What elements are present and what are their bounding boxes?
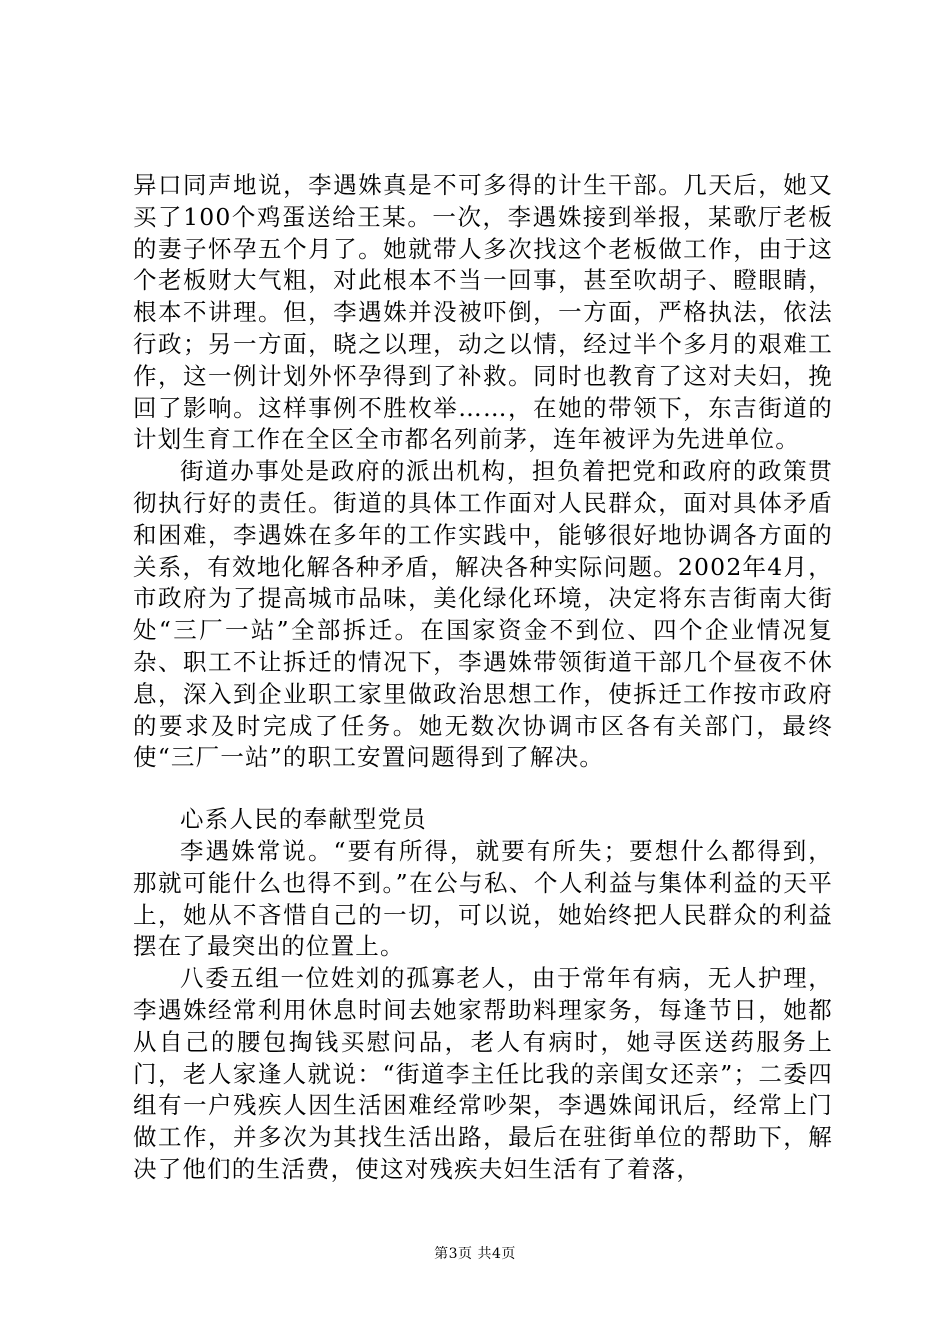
paragraph-street-office: 街道办事处是政府的派出机构，担负着把党和政府的政策贯彻执行好的责任。街道的具体工作面对人民群众，面对具体矛盾和困难，李遇姝在多年的工作实践中，能够很好地协调各方面的关系，有效地化解各种矛盾，解决各种实际问题。2002年4月，市政府为了提高城市品味，美化绿化环境，决定将东吉街南大街处“三厂一站”全部拆迁。在国家资金不到位、四个企业情况复杂、职工不让拆迁的情况下，李遇姝带领街道干部几个昼夜不休息，深入到企业职工家里做政治思想工作，使拆迁工作按市政府的要求及时完成了任务。她无数次协调市区各有关部门，最终使“三厂一站”的职工安置问题得到了解决。 (133, 457, 833, 772)
paragraph-elderly-care: 八委五组一位姓刘的孤寡老人，由于常年有病，无人护理，李遇姝经常利用休息时间去她家帮助料理家务，每逢节日，她都从自己的腰包掏钱买慰问品，老人有病时，她寻医送药服务上门，老人家逢人就说：“街道李主任比我的亲闺女还亲”；二委四组有一户残疾人因生活困难经常吵架，李遇姝闻讯后，经常上门做工作，并多次为其找生活出路，最后在驻街单位的帮助下，解决了他们的生活费，使这对残疾夫妇生活有了着落， (133, 964, 833, 1183)
paragraph-motto: 李遇姝常说。“要有所得，就要有所失；要想什么都得到，那就可能什么也得不到。”在公与私、个人利益与集体利益的天平上，她从不吝惜自己的一切，可以说，她始终把人民群众的利益摆在了最突出的位置上。 (133, 836, 833, 961)
document-body (133, 170, 833, 1186)
paragraph-family-planning: 异口同声地说，李遇姝真是不可多得的计生干部。几天后，她又买了100个鸡蛋送给王某。一次，李遇姝接到举报，某歌厅老板的妻子怀孕五个月了。她就带人多次找这个老板做工作，由于这个老板财大气粗，对此根本不当一回事，甚至吹胡子、瞪眼睛，根本不讲理。但，李遇姝并没被吓倒，一方面，严格执法，依法行政；另一方面，晓之以理，动之以情，经过半个多月的艰难工作，这一例计划外怀孕得到了补救。同时也教育了这对夫妇，挽回了影响。这样事例不胜枚举……，在她的带领下，东吉街道的计划生育工作在全区全市都名列前茅，连年被评为先进单位。 (133, 171, 833, 454)
section-heading: 心系人民的奉献型党员 (180, 805, 427, 834)
paragraph-spacer (133, 774, 833, 804)
page-number-footer: 第3页 共4页 (434, 1246, 516, 1262)
